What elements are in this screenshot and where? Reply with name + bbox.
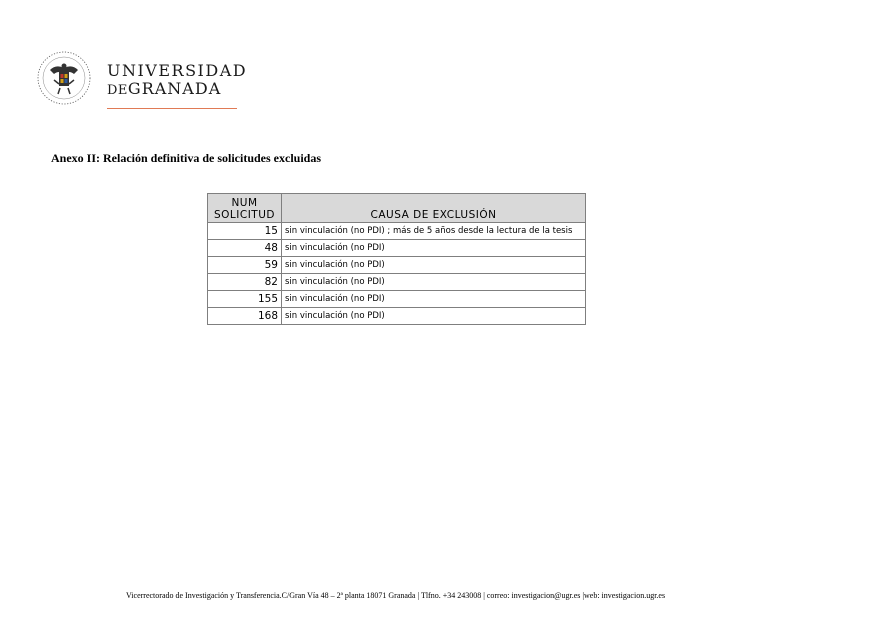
header-num-solicitud <box>208 194 282 223</box>
table-header-row <box>208 194 586 223</box>
logo-underline <box>107 108 237 109</box>
cell-causa: sin vinculación (no PDI) <box>282 257 586 274</box>
cell-causa: sin vinculación (no PDI) ; más de 5 años desde la lectura de la tesis <box>282 223 586 240</box>
cell-causa: sin vinculación (no PDI) <box>282 274 586 291</box>
wordmark-line1: UNIVERSIDAD <box>107 61 248 80</box>
cell-causa: sin vinculación (no PDI) <box>282 240 586 257</box>
cell-causa: sin vinculación (no PDI) <box>282 291 586 308</box>
table-row <box>208 240 586 257</box>
header-num-line2: SOLICITUD <box>214 208 275 221</box>
table-row <box>208 257 586 274</box>
page-footer: Vicerrectorado de Investigación y Transferencia.C/Gran Vía 48 – 2ª planta 18071 Granada | Tlfno. +34 243008 | correo: investigacion@ugr.es |web: investigacion.ugr.es <box>126 591 666 600</box>
wordmark-line2 <box>107 80 247 100</box>
cell-causa: sin vinculación (no PDI) <box>282 308 586 325</box>
table-row <box>208 308 586 325</box>
header-num-line1: NUM <box>231 196 258 209</box>
cell-num: 59 <box>208 257 282 274</box>
cell-num: 48 <box>208 240 282 257</box>
table-row <box>208 223 586 240</box>
exclusions-table <box>207 193 586 325</box>
university-wordmark <box>107 62 247 100</box>
wordmark-main: GRANADA <box>127 79 222 98</box>
university-seal-logo <box>36 50 92 106</box>
cell-num: 168 <box>208 308 282 325</box>
table-row <box>208 274 586 291</box>
header-causa: CAUSA DE EXCLUSIÓN <box>282 194 586 223</box>
section-title: Anexo II: Relación definitiva de solicitudes excluidas <box>51 151 322 165</box>
cell-num: 155 <box>208 291 282 308</box>
table-row <box>208 291 586 308</box>
cell-num: 82 <box>208 274 282 291</box>
wordmark-prefix: DE <box>107 83 128 98</box>
cell-num: 15 <box>208 223 282 240</box>
